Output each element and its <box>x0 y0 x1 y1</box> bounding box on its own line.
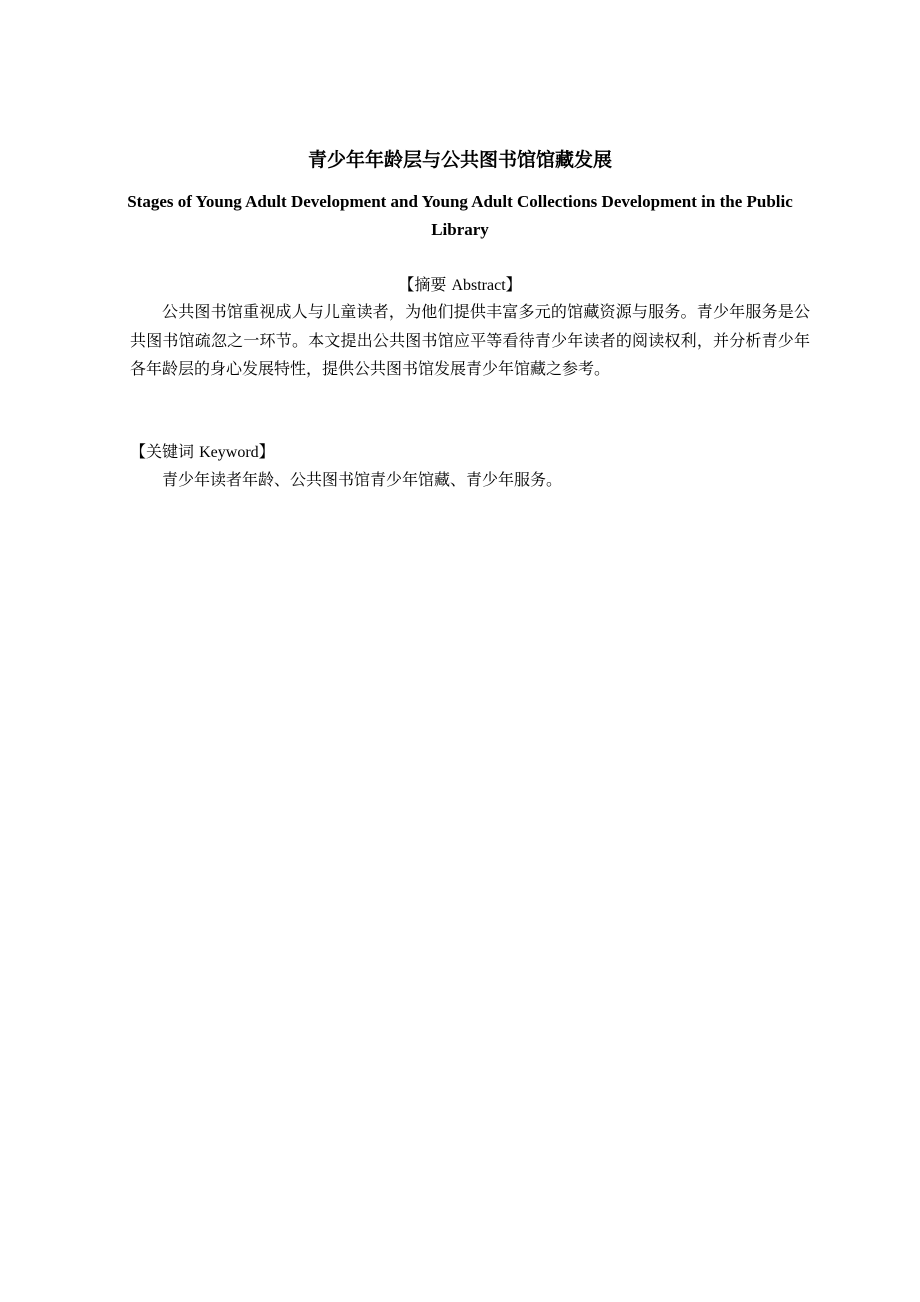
keywords-text: 青少年读者年龄、公共图书馆青少年馆藏、青少年服务。 <box>162 470 563 489</box>
abstract-heading-en: Abstract <box>451 277 506 294</box>
paper-title-chinese: 青少年年龄层与公共图书馆馆藏发展 <box>307 149 612 171</box>
abstract-heading <box>110 273 810 298</box>
keywords-heading-close: 】 <box>258 442 275 461</box>
keywords-heading-en: Keyword <box>199 444 259 461</box>
paper-title-english: Stages of Young Adult Development and Young Adult Collections Development in the Public Library <box>127 192 793 239</box>
keywords-heading-cn: 【关键词 <box>130 442 195 461</box>
abstract-heading-cn: 【摘要 <box>398 275 447 294</box>
abstract-text: 公共图书馆重视成人与儿童读者，为他们提供丰富多元的馆藏资源与服务。青少年服务是公共图书馆疏忽之一环节。本文提出公共图书馆应平等看待青少年读者的阅读权利，并分析青少年各年龄层的身心发展特性，提供公共图书馆发展青少年馆藏之参考。 <box>130 302 810 378</box>
keywords-heading <box>130 440 275 465</box>
abstract-heading-close: 】 <box>505 275 522 294</box>
